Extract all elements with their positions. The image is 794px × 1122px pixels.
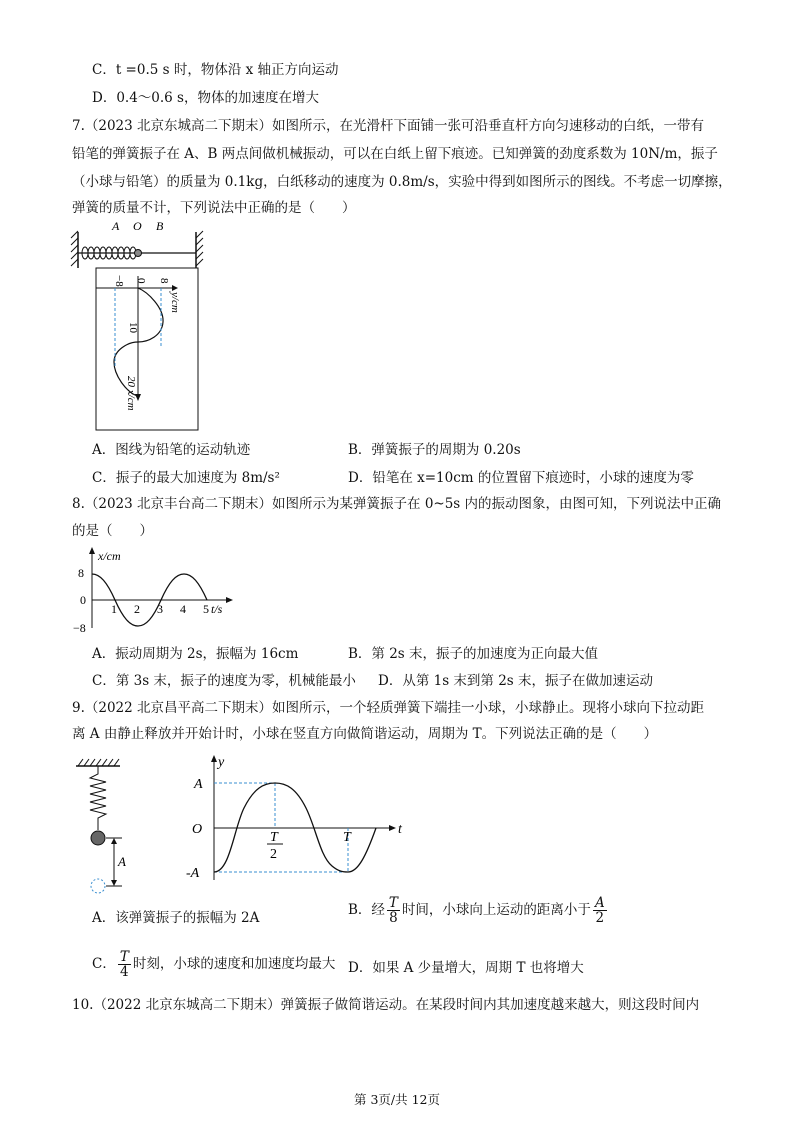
q7-mark-20: 20 x/cm [125, 376, 137, 411]
q8-tick-y0: 0 [80, 593, 86, 607]
q9-option-b-middle: 时间，小球向上运动的距离小于 [401, 902, 591, 918]
q9-option-b [348, 896, 609, 925]
q8-x-label: t/s [211, 602, 223, 616]
q7-trace-curve [114, 288, 163, 396]
q9-distance-arrow-up [111, 838, 117, 844]
q7-option-b: B．弹簧振子的周期为 0.20s [348, 442, 521, 458]
q9-t-axis-arrow [389, 825, 396, 831]
q9-ball [91, 831, 105, 845]
q8-stem-line1: 8.（2023 北京丰台高二下期末）如图所示为某弹簧振子在 0~5s 内的振动图象，由图可知，下列说法中正确 [72, 496, 722, 512]
q9-option-b-prefix: B．经 [348, 902, 385, 918]
q9-option-c-prefix: C． [92, 956, 116, 972]
q9-label-T2-den: 2 [270, 847, 277, 862]
q7-figure [68, 218, 218, 436]
q8-option-c: C．第 3s 末，振子的速度为零，机械能最小 [92, 673, 356, 689]
frac-numerator: A [594, 895, 605, 911]
q9-option-d: D．如果 A 少量增大，周期 T 也将增大 [348, 960, 584, 976]
q7-label-B: B [156, 219, 164, 233]
q8-tick-t2: 2 [134, 602, 140, 616]
q9-stem-line2: 离 A 由静止释放并开始计时，小球在竖直方向做简谐运动，周期为 T。下列说法正确的是（ ） [72, 726, 658, 742]
q9-ceiling-hatch [78, 759, 119, 766]
frac-numerator: T [119, 949, 129, 965]
q8-option-d: D．从第 1s 末到第 2s 末，振子在做加速运动 [378, 673, 654, 689]
q9-label-T: T [343, 830, 351, 845]
q7-stem-line2: 铅笔的弹簧振子在 A、B 两点间做机械振动，可以在白纸上留下痕迹。已知弹簧的劲度系数为 10N/m，振子 [72, 146, 718, 162]
q6-option-c: C．t =0.5 s 时，物体沿 x 轴正方向运动 [92, 62, 339, 78]
q7-y-label: y/cm [169, 292, 181, 313]
q8-x-axis-arrow [226, 597, 233, 603]
q9-label-A: A [194, 777, 203, 792]
q7-left-wall-hatch [71, 231, 78, 266]
q9-option-c-text: 时刻，小球的速度和加速度均最大 [132, 956, 336, 972]
q9-spring-label-A: A [118, 854, 126, 869]
q7-tick-8: 8 [158, 278, 170, 284]
q7-option-a: A．图线为铅笔的运动轨迹 [92, 442, 251, 458]
q8-tick-y8: 8 [78, 566, 84, 580]
q9-y-label: y [218, 755, 225, 770]
q8-tick-t4: 4 [180, 602, 186, 616]
q7-right-wall-hatch [196, 231, 203, 266]
q8-option-a: A．振动周期为 2s，振幅为 16cm [92, 646, 299, 662]
q8-tick-t3: 3 [157, 602, 163, 616]
q9-label-O: O [192, 822, 203, 837]
q8-option-b: B．第 2s 末，振子的加速度为正向最大值 [348, 646, 599, 662]
q6-option-d: D．0.4～0.6 s，物体的加速度在增大 [92, 90, 319, 106]
q9-label-T2-num: T [270, 830, 278, 845]
q9-option-a: A．该弹簧振子的振幅为 2A [92, 910, 260, 926]
q9-stem-line1: 9.（2022 北京昌平高二下期末）如图所示，一个轻质弹簧下端挂一小球，小球静止。现将小球向下拉动距 [72, 700, 705, 716]
frac-numerator: T [388, 895, 398, 911]
q7-tick-0: 0 [135, 278, 147, 284]
q9-spring-figure [72, 758, 142, 898]
q9-spring [90, 766, 106, 830]
q7-option-c: C．振子的最大加速度为 8m/s² [92, 470, 280, 486]
frac-denominator: 4 [120, 964, 129, 980]
q9-label-mA: -A [186, 866, 200, 881]
q7-paper [96, 268, 198, 430]
q8-tick-ym8: −8 [73, 621, 86, 635]
q9-ball-lowered [91, 879, 105, 893]
q7-stem-line1: 7.（2023 北京东城高二下期末）如图所示，在光滑杆下面铺一张可沿垂直杆方向匀速移动的白纸，一带有 [72, 118, 705, 134]
frac-denominator: 8 [389, 910, 398, 926]
q7-y-axis-arrow [172, 285, 178, 291]
q8-stem-line2: 的是（ ） [72, 523, 153, 539]
q7-tick-m8: −8 [113, 275, 125, 287]
q7-option-d: D．铅笔在 x=10cm 的位置留下痕迹时，小球的速度为零 [348, 470, 694, 486]
q8-tick-t5: 5 [203, 602, 209, 616]
q8-y-label: x/cm [98, 549, 121, 563]
q9-option-c-fraction-t4 [118, 950, 131, 979]
q7-stem-line4: 弹簧的质量不计，下列说法中正确的是（ ） [72, 200, 356, 216]
q8-figure [70, 546, 240, 638]
page-footer: 第 3页/共 12页 [353, 1092, 441, 1107]
frac-denominator: 2 [595, 910, 605, 926]
q7-label-A: A [112, 219, 120, 233]
q9-graph [186, 752, 416, 884]
q8-tick-t1: 1 [111, 602, 117, 616]
q9-t-label: t [398, 822, 402, 837]
q10-stem-line1: 10.（2022 北京东城高二下期末）弹簧振子做简谐运动。在某段时间内其加速度越来越大，则这段时间内 [72, 997, 700, 1013]
q9-distance-arrow-down [111, 880, 117, 886]
q9-option-b-fraction-a2 [593, 896, 607, 925]
q8-y-axis-arrow [89, 547, 95, 554]
q7-ball [135, 250, 142, 257]
q9-option-c [92, 950, 335, 979]
q7-mark-10: 10 [127, 322, 139, 333]
q7-stem-line3: （小球与铅笔）的质量为 0.1kg，白纸移动的速度为 0.8m/s，实验中得到如图所示的图线。不考虑一切摩擦， [72, 174, 732, 190]
q9-y-axis-arrow [211, 755, 217, 762]
q9-option-b-fraction-t8 [387, 896, 400, 925]
q7-label-O: O [133, 219, 142, 233]
